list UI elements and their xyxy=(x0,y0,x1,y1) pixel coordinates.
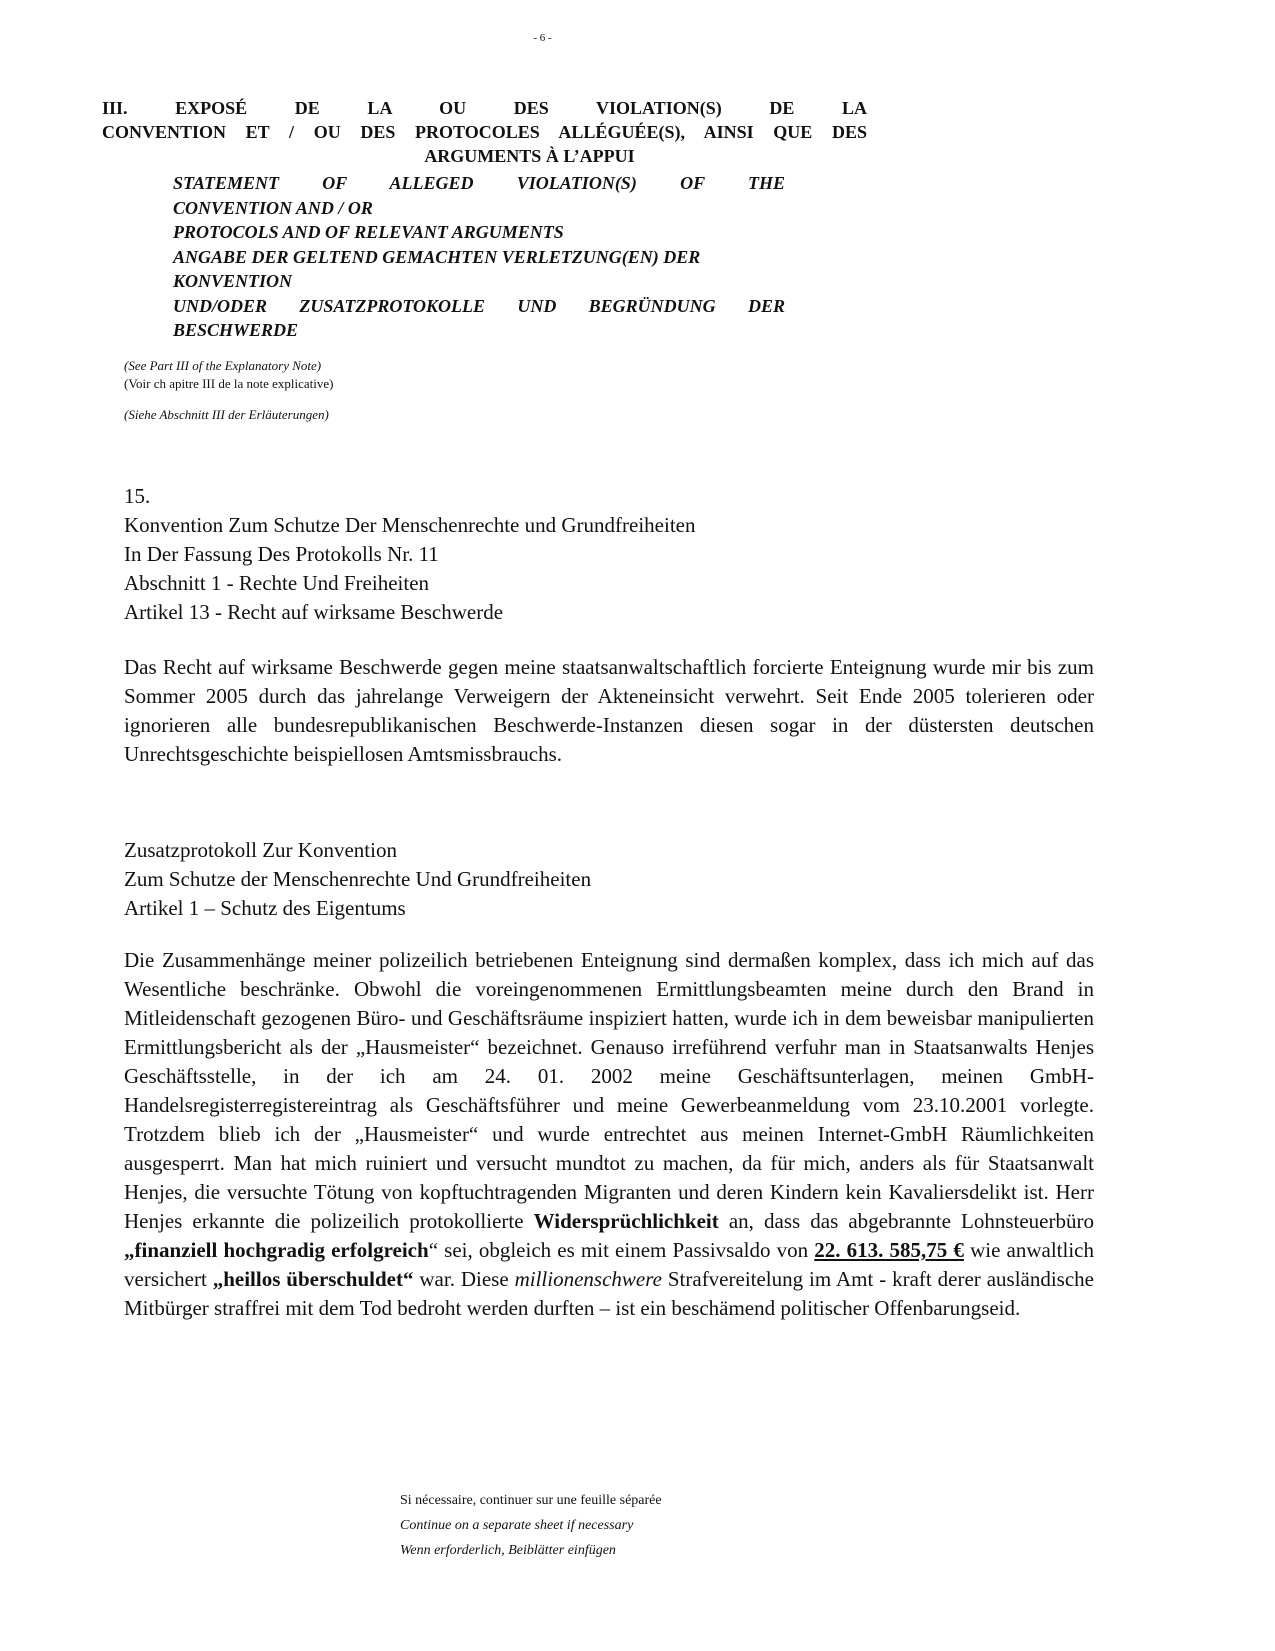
protocol-line-1: Zusatzprotokoll Zur Konvention xyxy=(124,838,397,862)
section-15-number: 15. xyxy=(124,484,151,508)
para2-text-3: “ sei, obgleich es mit einem Passivsaldo von xyxy=(428,1238,815,1262)
para2-text-1: Die Zusammenhänge meiner polizeilich betriebenen Enteignung sind dermaßen komplex, dass ich mich auf das Wesentliche beschränke. Obwohl die voreingenommenen Ermittlungsbeamten meine durch den Brand in Mitleidenschaft gezogenen Büro- und Geschäftsräume inspiziert hatten, wurde ich in dem beweisbar manipulierten Ermittlungsbericht als der „Hausmeister“ bezeichnet. Genauso irreführend verfuhr man in Staatsanwalts Henjes Geschäftsstelle, in der ich am 24. 01. 2002 meine Geschäftsunterlagen, meinen GmbH-Handelsregisterregistereintrag als Geschäftsführer und meine Gewerbeanmeldung vom 23.10.2001 vorlegte. Trotzdem blieb ich der „Hausmeister“ und wurde entrechtet aus meinen Internet-GmbH Räumlichkeiten ausgesperrt. Man hat mich ruiniert und versucht mundtot zu machen, da für mich, anders als für Staatsanwalt Henjes, die versuchte Tötung von kopftuchtragenden Migranten und deren Kindern kein Kavaliersdelikt ist. Herr Henjes erkannte die polizeilich protokollierte xyxy=(124,948,1094,1233)
heading-fr-line-1: III. EXPOSÉ DE LA OU DES VIOLATION(S) DE LA xyxy=(102,98,867,118)
para2-amount: 22. 613. 585,75 € xyxy=(814,1238,964,1262)
para2-text-4: wie anwaltlich versichert xyxy=(124,1238,1094,1291)
paragraph-article-13: Das Recht auf wirksame Beschwerde gegen meine staatsanwaltschaftlich forcierte Enteignung wurde mir bis zum Sommer 2005 durch das jahrelange Verweigern der Akteneinsicht verwehrt. Seit Ende 2005 tolerieren oder ignorieren alle bundesrepublikanischen Beschwerde-Instanzen diesen sogar in der düstersten deutschen Unrechtsgeschichte beispiellosen Amtsmissbrauchs. xyxy=(124,655,1094,766)
para2-text-5: war. Diese xyxy=(413,1267,515,1291)
note-de: (Siehe Abschnitt III der Erläuterungen) xyxy=(124,407,329,422)
protocol-heading xyxy=(124,836,1094,923)
heading-fr-line-2: CONVENTION ET / OU DES PROTOCOLES ALLÉGUÉE(S), AINSI QUE DES xyxy=(102,122,867,142)
section-15-line-2: In Der Fassung Des Protokolls Nr. 11 xyxy=(124,542,439,566)
continuation-note-de: Wenn erforderlich, Beiblätter einfügen xyxy=(400,1543,616,1558)
page-number: - 6 - xyxy=(533,32,552,44)
continuation-note-en: Continue on a separate sheet if necessary xyxy=(400,1518,634,1533)
continuation-note xyxy=(400,1488,662,1563)
heading-fr-line-3: ARGUMENTS À L’APPUI xyxy=(424,146,635,166)
para2-text-6: Strafvereitelung im Amt - kraft derer ausländische Mitbürger straffrei mit dem Tod bedroht werden durften – ist ein beschämend politischer Offenbarungseid. xyxy=(124,1267,1094,1320)
paragraph-protection-of-property xyxy=(124,946,1094,1323)
note-fr: (Voir ch apitre III de la note explicative) xyxy=(124,376,334,391)
section-heading-en-de xyxy=(173,171,785,343)
heading-de-line-3: UND/ODER ZUSATZPROTOKOLLE UND BEGRÜNDUNG DER xyxy=(173,295,785,316)
section-15-heading xyxy=(124,482,1094,627)
heading-de-line-4: BESCHWERDE xyxy=(173,320,299,340)
heading-de-line-1: ANGABE DER GELTEND GEMACHTEN VERLETZUNG(EN) DER xyxy=(173,246,701,267)
section-15-line-3: Abschnitt 1 - Rechte Und Freiheiten xyxy=(124,571,430,595)
para2-bold-contradiction: Widersprüchlichkeit xyxy=(533,1209,719,1233)
heading-de-line-2: KONVENTION xyxy=(173,271,293,291)
heading-en-line-2: CONVENTION AND / OR xyxy=(173,197,373,218)
heading-en-line-1: STATEMENT OF ALLEGED VIOLATION(S) OF THE xyxy=(173,173,785,193)
section-15-line-4: Artikel 13 - Recht auf wirksame Beschwerde xyxy=(124,600,504,624)
heading-en-line-3: PROTOCOLS AND OF RELEVANT ARGUMENTS xyxy=(173,222,564,242)
para2-bold-successful: „finanziell hochgradig erfolgreich xyxy=(124,1238,429,1262)
continuation-note-fr: Si nécessaire, continuer sur une feuille séparée xyxy=(400,1493,662,1508)
para2-italic-millions: millionenschwere xyxy=(514,1267,662,1291)
para2-text-2: an, dass das abgebrannte Lohnsteuerbüro xyxy=(718,1209,1094,1233)
para2-bold-overindebted: „heillos überschuldet“ xyxy=(212,1267,414,1291)
protocol-line-2: Zum Schutze der Menschenrechte Und Grundfreiheiten xyxy=(124,867,592,891)
section-heading-fr xyxy=(102,96,867,168)
note-en: (See Part III of the Explanatory Note) xyxy=(124,358,322,373)
protocol-line-3: Artikel 1 – Schutz des Eigentums xyxy=(124,896,406,920)
section-15-line-1: Konvention Zum Schutze Der Menschenrechte und Grundfreiheiten xyxy=(124,513,696,537)
